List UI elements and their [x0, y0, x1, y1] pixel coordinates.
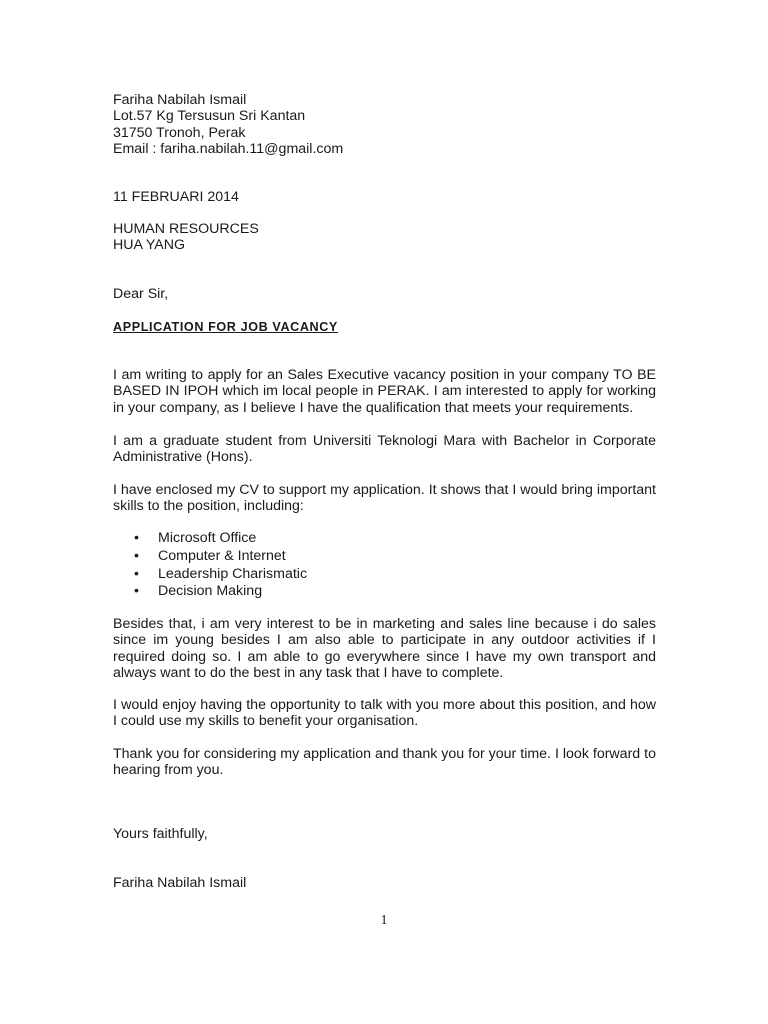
paragraph-interest: [113, 616, 656, 682]
paragraph-cv-text: I have enclosed my CV to support my application. It shows that I would bring important skills to the position, including:: [113, 482, 656, 515]
skill-label: Decision Making: [158, 583, 263, 600]
recipient-company: HUA YANG: [113, 237, 186, 254]
list-item: [113, 548, 307, 566]
letter-date: [113, 189, 656, 205]
recipient-department: HUMAN RESOURCES: [113, 221, 259, 237]
paragraph-intro-text: I am writing to apply for an Sales Executive vacancy position in your company TO BE BASED IN IPOH which im local people in PERAK. I am interested to apply for working in your company, as I believe I have the qualification that meets your requirements.: [113, 367, 656, 416]
list-item: [113, 530, 307, 548]
recipient-block: [113, 221, 656, 254]
paragraph-intro: [113, 367, 656, 416]
paragraph-opportunity-text: I would enjoy having the opportunity to talk with you more about this position, and how I could use my skills to benefit your organisation.: [113, 697, 656, 730]
list-item: [113, 583, 307, 601]
closing-text: Yours faithfully,: [113, 826, 208, 842]
sender-address-line-2: 31750 Tronoh, Perak: [113, 124, 246, 141]
paragraph-opportunity: [113, 697, 656, 730]
signature: [113, 875, 656, 891]
paragraph-thanks: [113, 746, 656, 779]
sender-email: Email : fariha.nabilah.11@gmail.com: [113, 141, 344, 158]
closing: [113, 826, 656, 842]
paragraph-interest-text: Besides that, i am very interest to be in marketing and sales line because i do sales since im young besides I am also able to participate in any outdoor activities if I required doing so. I am able to go everywhere since I have my own transport and always want to do the best in any task that I have to complete.: [113, 616, 656, 682]
paragraph-education: [113, 433, 656, 466]
subject-text: APPLICATION FOR JOB VACANCY: [113, 320, 338, 334]
skill-label: Leadership Charismatic: [158, 565, 308, 582]
list-item: [113, 566, 307, 584]
bullet-icon: •: [134, 530, 139, 546]
bullet-icon: •: [134, 547, 139, 564]
signature-name: Fariha Nabilah Ismail: [113, 875, 247, 891]
paragraph-cv: [113, 482, 656, 515]
paragraph-education-text: I am a graduate student from Universiti Teknologi Mara with Bachelor in Corporate Administrative (Hons).: [113, 433, 656, 466]
sender-address-line-1: Lot.57 Kg Tersusun Sri Kantan: [113, 108, 306, 125]
sender-address-block: [113, 92, 656, 158]
bullet-icon: •: [134, 583, 139, 600]
skills-list: [113, 530, 307, 601]
salutation: [113, 286, 656, 302]
paragraph-thanks-text: Thank you for considering my application and thank you for your time. I look forward to hearing from you.: [113, 746, 656, 779]
sender-name: Fariha Nabilah Ismail: [113, 92, 247, 108]
skill-label: Computer & Internet: [158, 547, 286, 564]
page-number: 1: [380, 913, 388, 928]
skill-label: Microsoft Office: [158, 530, 257, 546]
salutation-text: Dear Sir,: [113, 286, 169, 302]
bullet-icon: •: [134, 565, 139, 582]
date-text: 11 FEBRUARI 2014: [113, 189, 239, 205]
subject-heading: [113, 319, 656, 335]
